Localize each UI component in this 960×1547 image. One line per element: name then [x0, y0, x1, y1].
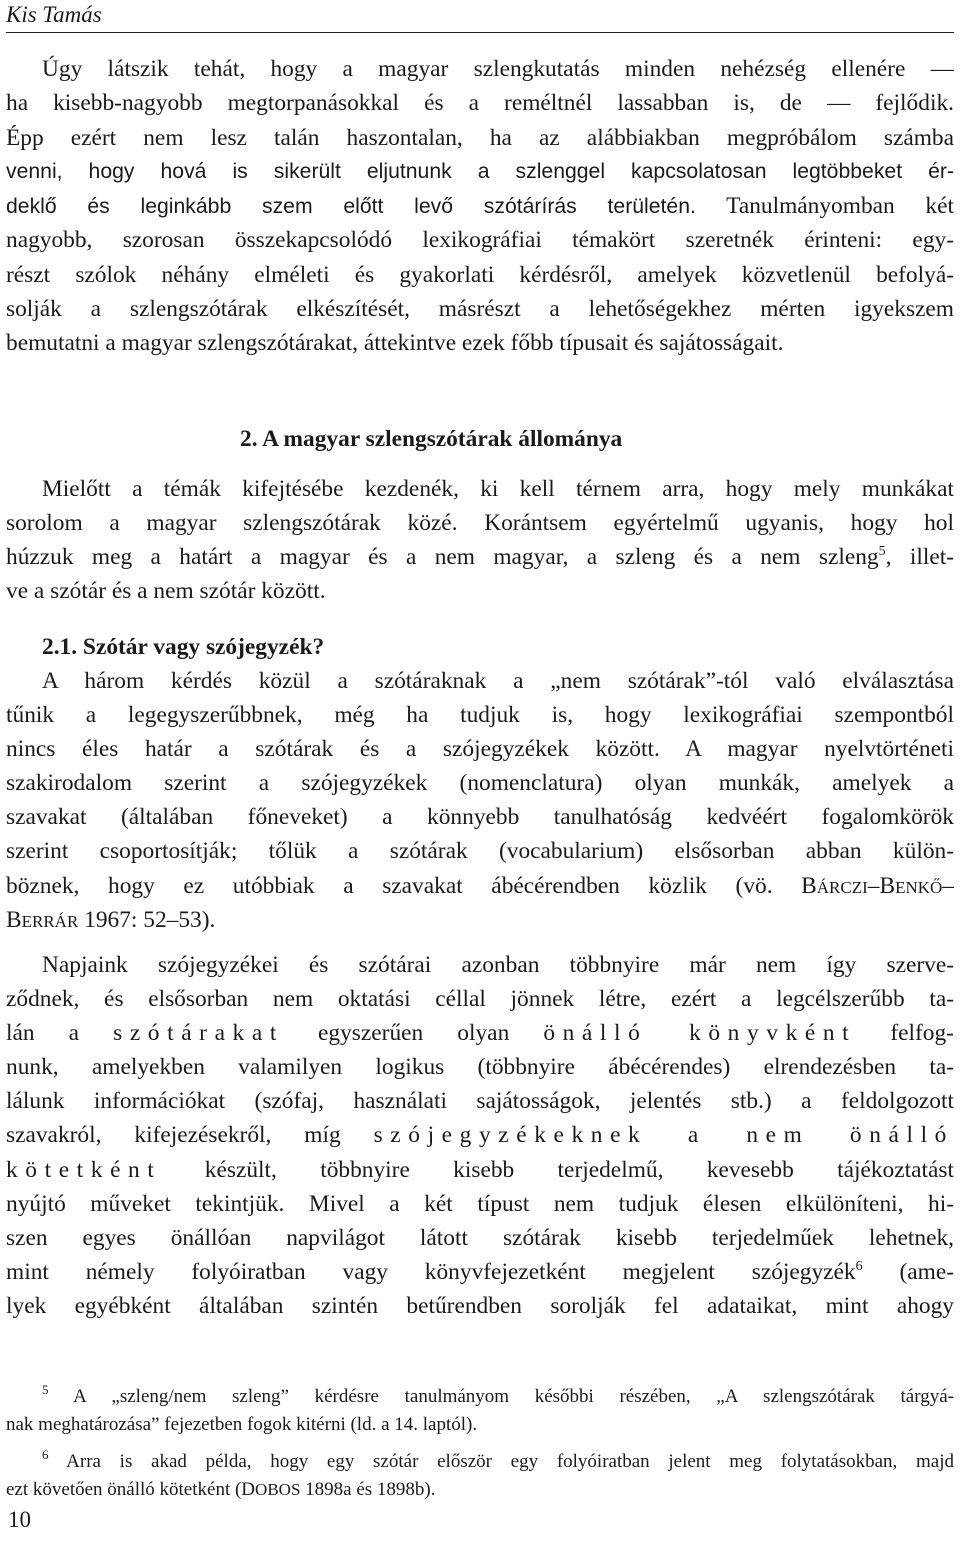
- intro-paragraph: [6, 52, 954, 361]
- running-head: Kis Tamás: [6, 2, 954, 33]
- text-line: venni, hogy hová is sikerült eljutnunk a szlenggel kapcsolatosan legtöbbeket ér-: [6, 159, 954, 183]
- text-line: szerint csoportosítják; tőlük a szótárak (vocabularium) elsősorban abban külön-: [6, 838, 954, 865]
- text-run: 1898a és 1898b).: [300, 1478, 436, 1500]
- text-line: [6, 189, 954, 223]
- footnote-gap: [6, 1438, 954, 1448]
- text-line: [6, 1153, 954, 1187]
- text-line: tűnik a legegyszerűbbnek, még ha tudjuk is, hogy lexikográfiai szempontból: [6, 702, 954, 729]
- text-run: –B: [867, 872, 896, 899]
- subsection-heading: 2.1. Szótár vagy szójegyzék?: [42, 634, 325, 660]
- footnote-line: nak meghatározása” fejezetben fogok kitérni (ld. a 14. laptól).: [6, 1413, 478, 1435]
- text-run: húzzuk meg a határt a magyar és a nem magyar, a szleng és a nem szleng: [6, 544, 879, 571]
- text-line: Mielőtt a témák kifejtésébe kezdenék, ki kell térnem arra, hogy mely munkákat: [42, 476, 954, 502]
- text-line: ződnek, és elsősorban nem oktatási céllal jönnek létre, ezért a legcélszerűbb ta-: [6, 986, 954, 1013]
- text-line: solják a szlengszótárak elkészítését, másrészt a lehetőségekhez mérten igyekszem: [6, 296, 954, 323]
- text-run: , illet-: [885, 544, 954, 571]
- text-run: böznek, hogy ez utóbbiak a szavakat ábécérendben közlik (vö. B: [6, 872, 817, 899]
- text-run: lán a: [6, 1020, 80, 1047]
- text-line: szen egyes önállóan napvilágot látott szótárak kisebb terjedelműek lehetnek,: [6, 1224, 954, 1251]
- text-line: bemutatni a magyar szlengszótárakat, áttekintve ezek főbb típusait és sajátosságait.: [6, 330, 784, 357]
- text-line: nyújtó műveket tekintjük. Mivel a két típust nem tudjuk élesen elkülöníteni, hi-: [6, 1190, 954, 1217]
- text-run: mint némely folyóiratban vagy könyvfejezetként megjelent szójegyzék: [6, 1258, 856, 1285]
- text-line: részt szólok néhány elméleti és gyakorlati kérdésről, amelyek közvetlenül befolyá-: [6, 261, 954, 288]
- text-run: szavakról, kifejezésekről, míg: [6, 1122, 341, 1149]
- text-line: [6, 903, 954, 937]
- text-run: deklő és leginkább szem előtt levő szótárírás területén.: [6, 195, 696, 219]
- text-run: készült, többnyire kisebb terjedelmű, kevesebb tájékoztatást: [204, 1156, 954, 1183]
- text-line: lálunk információkat (szófaj, használati sajátosságok, jelentés stb.) a feldolgozott: [6, 1088, 954, 1115]
- text-line: [6, 1016, 954, 1050]
- text-line: nincs éles határ a szótárak és a szójegyzékek között. A magyar nyelvtörténeti: [6, 736, 954, 763]
- footnote-mark-5: 5: [42, 1383, 49, 1397]
- footnote-mark-6: 6: [42, 1448, 49, 1462]
- text-run: ezt követően önálló kötetként (D: [6, 1478, 256, 1500]
- author-smallcaps: ERRÁR: [21, 911, 79, 931]
- text-line: Épp ezért nem lesz talán haszontalan, ha az alábbiakban megpróbálom számba: [6, 124, 954, 151]
- subsection-paragraph: [6, 664, 954, 937]
- text-run: Tanulmányomban két: [695, 193, 954, 220]
- author-smallcaps: OBOS: [255, 1479, 301, 1499]
- text-run: B: [6, 906, 22, 933]
- text-line: [6, 1255, 954, 1289]
- footnote-line: [6, 1383, 954, 1411]
- text-line: sorolom a magyar szlengszótárak közé. Korántsem egyértelmű ugyanis, hogy hol: [6, 510, 954, 537]
- text-line: szakirodalom szerint a szójegyzékek (nomenclatura) olyan munkák, amelyek a: [6, 770, 954, 797]
- text-line: [6, 540, 954, 574]
- text-run: egyszerűen olyan: [318, 1020, 510, 1047]
- text-run: 1967: 52–53).: [78, 906, 216, 933]
- text-line: nunk, amelyekben valamilyen logikus (többnyire ábécérendes) elrendezésben ta-: [6, 1054, 954, 1081]
- footnote-ref-5[interactable]: 5: [878, 544, 886, 560]
- text-line: [6, 869, 954, 903]
- text-run: felfog-: [890, 1020, 954, 1047]
- text-run: A „szleng/nem szleng” kérdésre tanulmányom későbbi részében, „A szlengszótárak tárgyá-: [48, 1386, 954, 1407]
- spaced-term: szójegyzékeknek a nem önálló: [373, 1122, 954, 1149]
- text-line: A három kérdés közül a szótáraknak a „nem szótárak”-tól való elválasztása: [42, 668, 954, 694]
- text-line: Napjaink szójegyzékei és szótárai azonban többnyire már nem így szerve-: [42, 952, 954, 978]
- footnote-line: [6, 1476, 954, 1504]
- spaced-term: önálló könyvként: [543, 1020, 857, 1047]
- author-smallcaps: ÁRCZI: [816, 877, 868, 897]
- author-smallcaps: ENKŐ: [895, 877, 943, 897]
- spaced-term: kötetként: [6, 1156, 162, 1183]
- text-line: nagyobb, szorosan összekapcsolódó lexikográfiai témakört szeretnék érinteni: egy-: [6, 227, 954, 254]
- footnote-ref-6[interactable]: 6: [855, 1258, 863, 1274]
- text-run: Arra is akad példa, hogy egy szótár először egy folyóiratban jelent meg folytatásokban, majd: [48, 1451, 954, 1472]
- body-paragraph: [6, 948, 954, 1323]
- text-line: Úgy látszik tehát, hogy a magyar szlengkutatás minden nehézség ellenére —: [42, 56, 954, 82]
- text-line: ve a szótár és a nem szótár között.: [6, 578, 326, 605]
- text-line: [6, 1118, 954, 1152]
- footnote-line: [6, 1448, 954, 1476]
- section-heading: 2. A magyar szlengszótárak állománya: [240, 426, 623, 452]
- section-paragraph: [6, 472, 954, 608]
- footnotes: [6, 1383, 954, 1503]
- text-run: (ame-: [862, 1258, 954, 1285]
- spaced-term: szótárakat: [113, 1020, 284, 1047]
- page-number: 10: [8, 1507, 31, 1532]
- text-run: –: [942, 872, 954, 899]
- text-line: ha kisebb-nagyobb megtorpanásokkal és a reméltnél lassabban is, de — fejlődik.: [6, 90, 954, 117]
- text-line: szavakat (általában főneveket) a könnyebb tanulhatóság kedvéért fogalomkörök: [6, 804, 954, 831]
- text-line: lyek egyébként általában szintén betűrendben sorolják fel adataikat, mint ahogy: [6, 1292, 954, 1319]
